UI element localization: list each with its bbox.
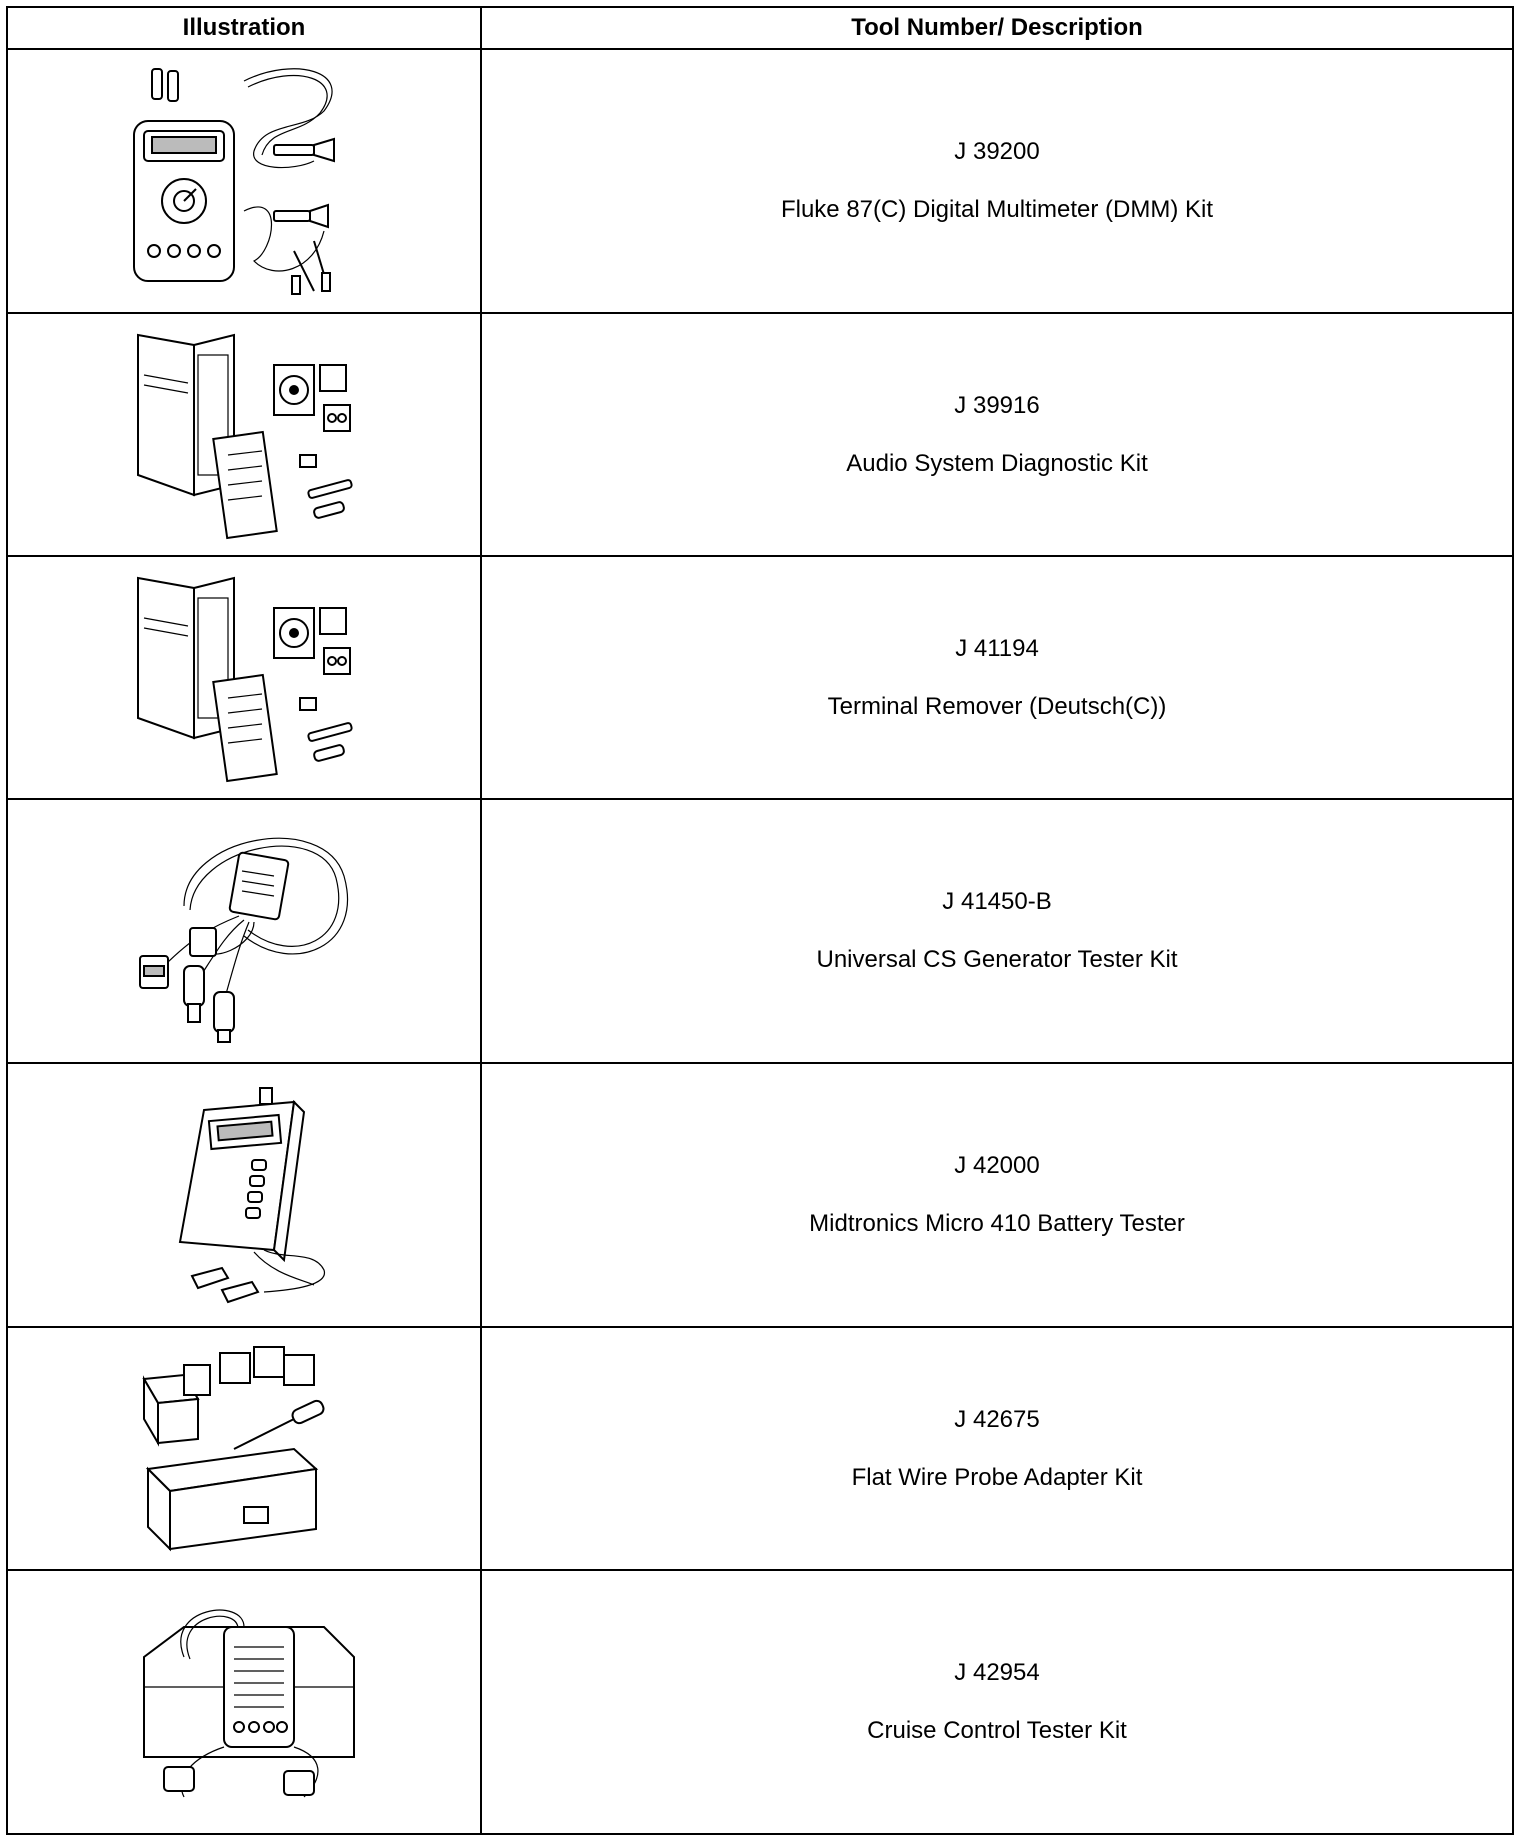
tool-number: J 41194 [955, 634, 1039, 662]
description-cell [481, 556, 1513, 799]
description-cell [481, 1063, 1513, 1327]
table-row [7, 799, 1513, 1063]
table-row [7, 1327, 1513, 1570]
table-row [7, 556, 1513, 799]
table-row [7, 1063, 1513, 1327]
description-cell [481, 799, 1513, 1063]
diagnostic-kit-drawing [124, 325, 364, 545]
tool-table [6, 6, 1514, 1835]
tool-number: J 42000 [954, 1152, 1040, 1179]
tool-number: J 42675 [954, 1405, 1040, 1433]
illustration-cell [7, 556, 481, 799]
tool-description: Terminal Remover (Deutsch(C)) [827, 692, 1167, 720]
header-description: Tool Number/ Description [481, 7, 1513, 49]
generator-tester-drawing [124, 816, 364, 1046]
tool-number: J 42954 [954, 1659, 1040, 1686]
description-cell [481, 313, 1513, 556]
description-cell [481, 1327, 1513, 1570]
cruise-tester-drawing [124, 1587, 364, 1817]
tool-description: Universal CS Generator Tester Kit [816, 946, 1178, 973]
header-illustration: Illustration [7, 7, 481, 49]
description-cell [481, 49, 1513, 313]
tool-description: Audio System Diagnostic Kit [846, 449, 1148, 477]
tool-number: J 39200 [954, 138, 1040, 165]
terminal-remover-drawing [124, 568, 364, 788]
tool-description: Fluke 87(C) Digital Multimeter (DMM) Kit [780, 196, 1214, 223]
battery-tester-drawing [124, 1080, 364, 1310]
illustration-cell [7, 1327, 481, 1570]
tool-description: Midtronics Micro 410 Battery Tester [809, 1210, 1185, 1237]
illustration-cell [7, 49, 481, 313]
illustration-cell [7, 1063, 481, 1327]
tool-description: Flat Wire Probe Adapter Kit [851, 1463, 1143, 1491]
table-row [7, 313, 1513, 556]
multimeter-kit-drawing [124, 61, 364, 301]
tool-number: J 39916 [954, 391, 1040, 419]
description-cell [481, 1570, 1513, 1834]
table-row [7, 1570, 1513, 1834]
tool-description: Cruise Control Tester Kit [867, 1717, 1127, 1744]
tool-number: J 41450-B [942, 888, 1052, 915]
header-row [7, 7, 1513, 49]
illustration-cell [7, 1570, 481, 1834]
table-row [7, 49, 1513, 313]
illustration-cell [7, 313, 481, 556]
illustration-cell [7, 799, 481, 1063]
probe-adapter-kit-drawing [124, 1339, 364, 1559]
